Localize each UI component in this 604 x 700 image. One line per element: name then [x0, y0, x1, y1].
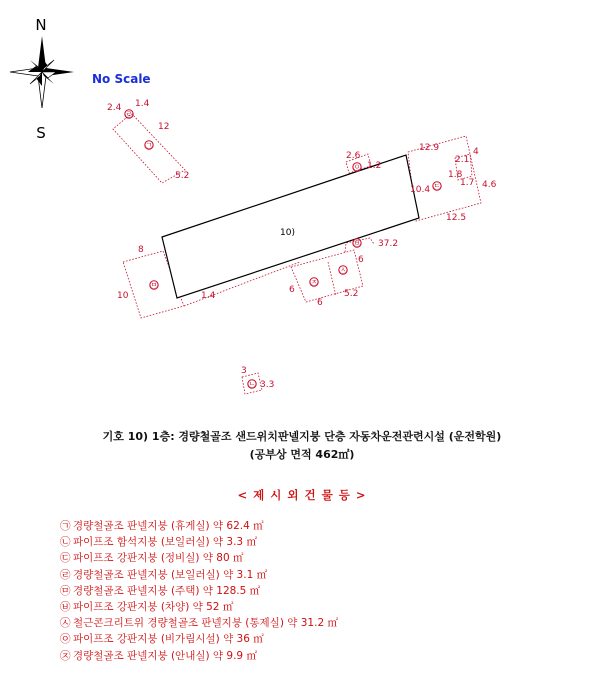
dim-label: 3 [241, 366, 247, 376]
dim-label: 8 [138, 245, 144, 255]
building-area-note: (공부상 면적 462㎡) [249, 448, 355, 461]
item-text: 경량철골조 판넬지붕 (보일러실) 약 3.1 ㎡ [73, 568, 268, 581]
item-marker: ㉤ [60, 584, 71, 597]
marker-d: ㉥ [353, 238, 361, 248]
dim-label: 4.6 [482, 180, 497, 190]
extras-title: < 제 시 외 건 물 등 > [237, 488, 367, 502]
marker-a: ㉠ [145, 140, 153, 150]
marker-c: ㉢ [433, 181, 441, 191]
dim-label: 1.7 [460, 178, 475, 188]
marker-i: ㉨ [310, 277, 318, 287]
list-item [60, 518, 338, 534]
list-item [60, 534, 338, 550]
dim-label: 12.5 [446, 213, 467, 223]
item-text: 파이프조 함석지붕 (보일러실) 약 3.3 ㎡ [73, 536, 257, 549]
list-item [60, 648, 338, 664]
dim-label: 3.3 [260, 380, 275, 390]
item-marker: ㉨ [60, 649, 71, 662]
item-marker: ㉥ [60, 600, 71, 613]
dim-label: 2.6 [346, 151, 361, 161]
item-text: 경량철골조 판넬지붕 (휴게실) 약 62.4 ㎡ [73, 520, 264, 532]
list-item [60, 631, 338, 647]
item-marker: ㉠ [60, 520, 71, 532]
list-item [60, 567, 338, 583]
list-item [60, 550, 338, 566]
dim-label: 5.2 [175, 171, 190, 181]
item-marker: ㉢ [60, 552, 71, 565]
item-text: 파이프조 강판지붕 (차양) 약 52 ㎡ [73, 600, 234, 613]
dim-label: 1.4 [201, 291, 216, 301]
item-marker: ㉡ [60, 536, 71, 549]
item-marker: ㉧ [60, 633, 71, 646]
dim-label: 10.4 [410, 185, 431, 195]
dim-label: 2.1 [455, 155, 470, 165]
marker-h: ㉣ [125, 109, 133, 119]
item-text: 철근콘크리트위 경량철골조 판넬지붕 (통제실) 약 31.2 ㎡ [73, 617, 338, 630]
item-text: 경량철골조 판넬지붕 (안내실) 약 9.9 ㎡ [73, 649, 257, 662]
list-item [60, 599, 338, 615]
dim-label: 1.8 [448, 170, 463, 180]
marker-e: ㉤ [150, 280, 158, 290]
item-marker: ㉣ [60, 568, 71, 581]
dim-label: 5.2 [344, 289, 359, 299]
dim-label: 12.9 [419, 143, 440, 153]
item-text: 파이프조 강판지붕 (비가림시설) 약 36 ㎡ [73, 633, 264, 646]
list-item [60, 615, 338, 631]
main-building-label: 10) [280, 228, 295, 238]
dim-label: 4 [473, 147, 479, 157]
marker-f: ㉡ [248, 379, 256, 389]
compass-rose [10, 36, 74, 108]
dim-label: 6 [358, 255, 364, 265]
building-caption: 기호 10) 1층: 경량철골조 샌드위치판넬지붕 단층 자동차운전관련시설 (운전학원) [102, 430, 502, 443]
dim-label: 10 [117, 291, 129, 301]
dim-label: 6 [317, 298, 323, 308]
south-label: S [36, 124, 46, 142]
dim-label: 12 [158, 122, 170, 132]
item-text: 파이프조 강판지붕 (정비실) 약 80 ㎡ [73, 552, 244, 565]
extras-list [60, 518, 338, 664]
item-text: 경량철골조 판넬지붕 (주택) 약 128.5 ㎡ [73, 584, 261, 597]
dim-label: 1.2 [367, 161, 382, 171]
marker-g: ㉦ [339, 265, 347, 275]
north-label: N [35, 16, 47, 34]
main-building [162, 155, 419, 298]
marker-b: ㉧ [353, 162, 361, 172]
dim-label: 2.4 [107, 103, 122, 113]
dim-label: 37.2 [378, 239, 399, 249]
list-item [60, 583, 338, 599]
dim-label: 1.4 [135, 99, 150, 109]
dim-label: 6 [289, 285, 295, 295]
item-marker: ㉦ [60, 617, 71, 630]
scale-note: No Scale [92, 72, 151, 86]
